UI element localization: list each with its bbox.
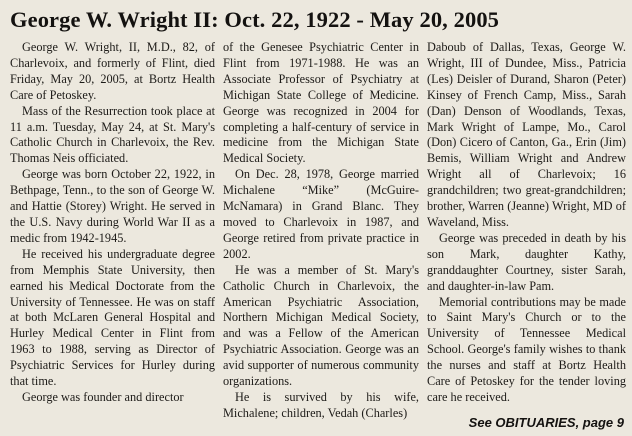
paragraph: George was preceded in death by his son Mark, daughter Kathy, granddaughter Courtney, sister Sarah, and daughter-in-law Pam. xyxy=(427,230,626,293)
paragraph: George W. Wright, II, M.D., 82, of Charlevoix, and formerly of Flint, died Friday, May 20, 2005, at Bortz Health Care of Petoskey. xyxy=(10,40,215,102)
paragraph: of the Genesee Psychiatric Center in Flint from 1971-1988. He was an Associate Professor of Psychiatry at Michigan State College of Medicine. George was recognized in 2004 for completing a half-century of service in medicine from the Michigan State Medical Society. xyxy=(223,40,419,166)
paragraph: George was born October 22, 1922, in Bethpage, Tenn., to the son of George W. and Hattie (Storey) Wright. He served in the U.S. Navy during World War II as a medic from 1942-1945. xyxy=(10,167,215,245)
paragraph: Mass of the Resurrection took place at 11 a.m. Tuesday, May 24, at St. Mary's Catholic Church in Charlevoix, the Rev. Thomas Neis officiated. xyxy=(10,103,215,166)
paragraph: Daboub of Dallas, Texas, George W. Wright, III of Dundee, Miss., Patricia (Les) Deisler of Durand, Sharon (Peter) Kinsey of French Camp, Miss., Sarah (Dan) Denson of Woodlands, Texas, Mark Wright of Lampe, Mo., Carol (Don) Cicero of Canton, Ga., Erin (Jim) Bemis, William Wright and Andrew Wright all of Charlevoix; 16 grandchildren; two great-grandchildren; brother, Warren (Jeanne) Wright, MD of Waveland, Miss. xyxy=(427,40,626,229)
paragraph: On Dec. 28, 1978, George married Michalene “Mike” (McGuire-McNamara) in Grand Blanc. They moved to Charlevoix in 1987, and George retired from private practice in 2002. xyxy=(223,167,419,261)
paragraph: George was founder and director xyxy=(22,389,184,404)
paragraph: He is survived by his wife, Michalene; children, Vedah (Charles) xyxy=(223,389,419,420)
paragraph: Memorial contributions may be made to Saint Mary's Church or to the University of Tennessee Medical School. George's family wishes to thank the nurses and staff at Bortz Health Care of Petoskey for the tender loving care he received. xyxy=(427,294,626,404)
column-2 xyxy=(223,40,419,432)
article-body xyxy=(10,40,626,432)
column-3 xyxy=(427,40,626,432)
headline: George W. Wright II: Oct. 22, 1922 - May 20, 2005 xyxy=(10,7,500,32)
paragraph: He received his undergraduate degree from Memphis State University, then earned his Medical Doctorate from the University of Tennessee. He was on staff at both McLaren General Hospital and Hurley Medical Center in Flint from 1963 to 1988, serving as Director of Psychiatric Services for Hurley during that time. xyxy=(10,246,215,389)
column-1 xyxy=(10,40,215,432)
paragraph: He was a member of St. Mary's Catholic Church in Charlevoix, the American Psychiatric Association, Northern Michigan Medical Society, and was a Fellow of the American Psychiatric Association. George was an avid supporter of numerous community organizations. xyxy=(223,262,419,389)
continuation-jump-line[interactable]: See OBITUARIES, page 9 xyxy=(468,415,624,430)
